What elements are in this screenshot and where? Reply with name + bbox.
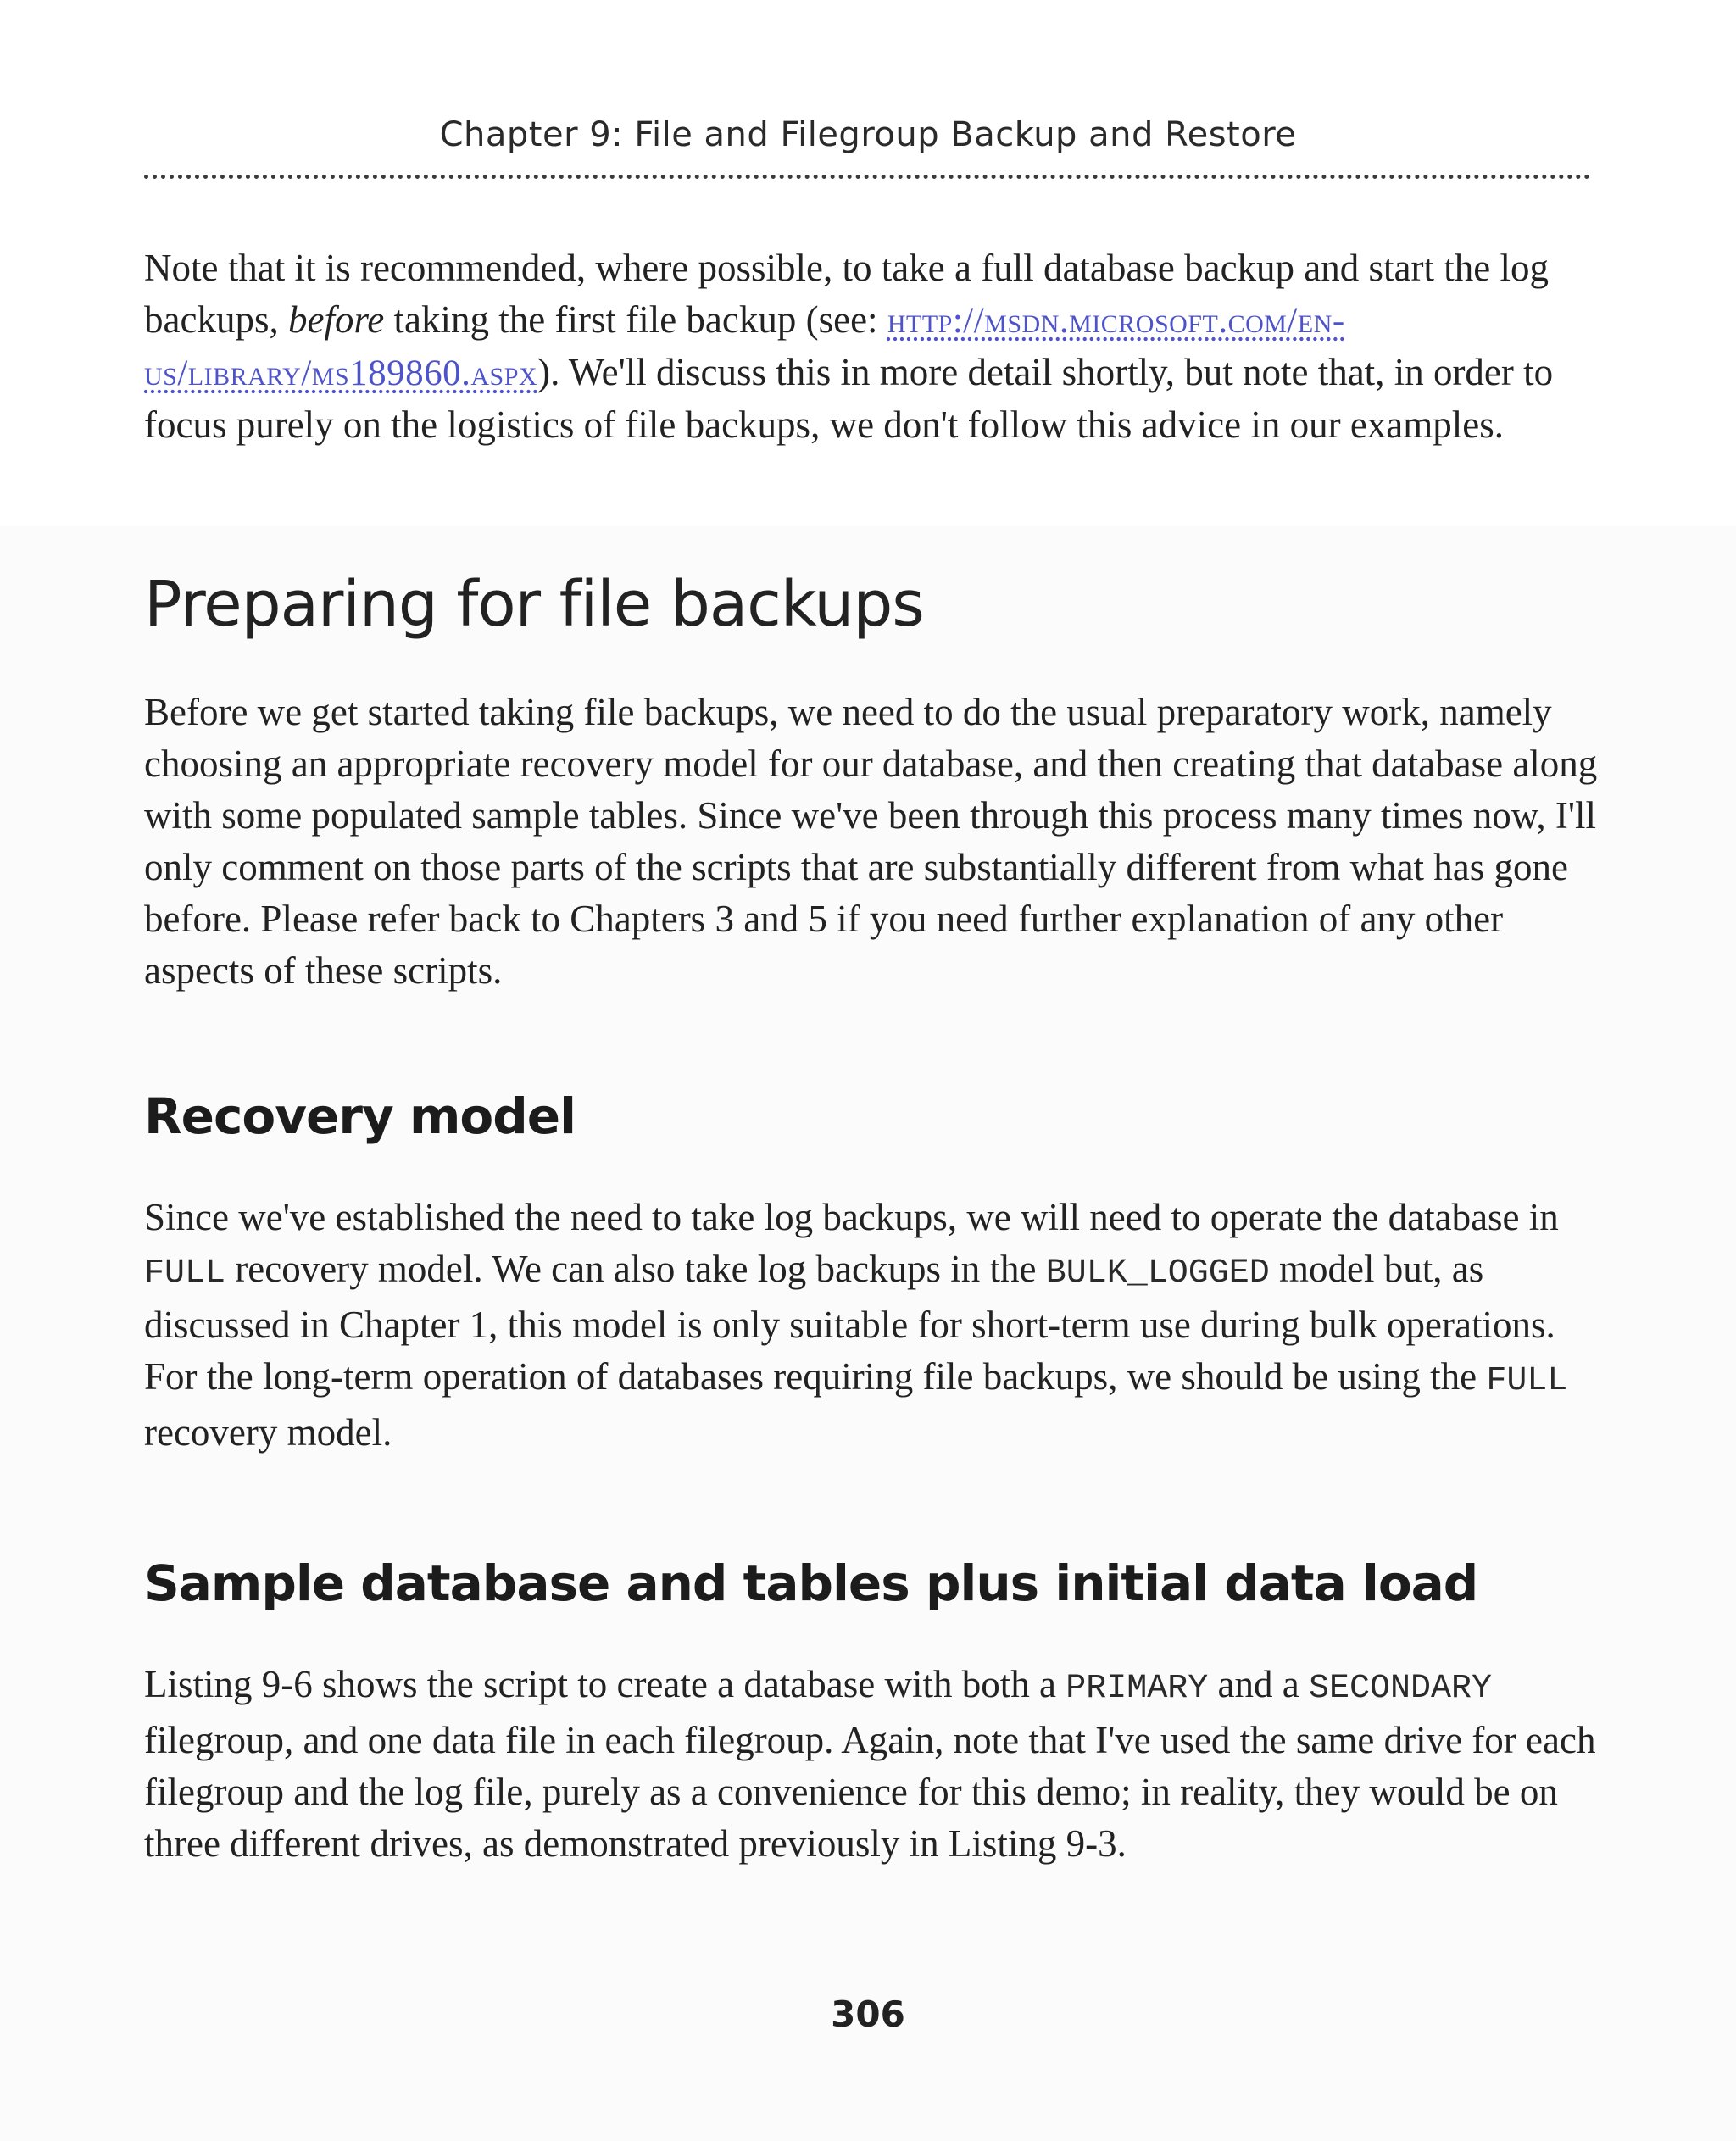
- code-primary: PRIMARY: [1066, 1670, 1209, 1708]
- code-secondary: SECONDARY: [1308, 1670, 1492, 1708]
- sample-paragraph: [144, 1659, 1602, 1870]
- sample-text-3: filegroup, and one data file in each filegroup. Again, note that I've used the same drive for each filegroup and the log file, purely as a convenience for this demo; in reality, they would be on three different drives, as demonstrated previously in Listing 9-3.: [144, 1719, 1596, 1865]
- sample-text-1: Listing 9-6 shows the script to create a database with both a: [144, 1663, 1066, 1705]
- recovery-text-2: recovery model. We can also take log backups in the: [225, 1248, 1046, 1290]
- recovery-paragraph: [144, 1192, 1602, 1459]
- section-title-preparing: Preparing for file backups: [144, 568, 924, 641]
- page-content: [144, 242, 1602, 1870]
- page-number: 306: [831, 1994, 905, 2035]
- intro-text-2: taking the first file backup (see:: [384, 298, 887, 341]
- code-full: FULL: [144, 1254, 226, 1293]
- recovery-text-4: recovery model.: [144, 1411, 392, 1454]
- sample-text-2: and a: [1208, 1663, 1309, 1705]
- section-title-recovery-model: Recovery model: [144, 1087, 576, 1145]
- recovery-text-3: model but, as discussed in Chapter 1, this model is only suitable for short-term use during bulk operations. For the long-term operation of databases requiring file backups, we should be using the: [144, 1248, 1555, 1398]
- section-title-sample-database: Sample database and tables plus initial data load: [144, 1554, 1478, 1612]
- code-bulk-logged: BULK_LOGGED: [1045, 1254, 1270, 1293]
- intro-text-1: Note that it is recommended, where possible, to take a full database backup and start the log backups,: [144, 247, 1549, 341]
- preparing-paragraph: Before we get started taking file backups, we need to do the usual preparatory work, namely choosing an appropriate recovery model for our database, and then creating that database along with some populated sample tables. Since we've been through this process many times now, I'll only comment on those parts of the scripts that are substantially different from what has gone before. Please refer back to Chapters 3 and 5 if you need further explanation of any other aspects of these scripts.: [144, 691, 1598, 992]
- msdn-link[interactable]: http://msdn.microsoft.com/en-us/library/ms189860.aspx: [144, 301, 1345, 393]
- intro-text-3: ). We'll discuss this in more detail shortly, but note that, in order to focus purely on the logistics of file backups, we don't follow this advice in our examples.: [144, 351, 1554, 446]
- code-full: FULL: [1486, 1362, 1568, 1400]
- intro-emphasis: before: [287, 298, 385, 341]
- intro-paragraph: [144, 242, 1568, 451]
- running-header: Chapter 9: File and Filegroup Backup and Restore: [439, 115, 1297, 154]
- recovery-text-1: Since we've established the need to take log backups, we will need to operate the database in: [144, 1196, 1559, 1238]
- header-dotted-rule: [144, 175, 1590, 179]
